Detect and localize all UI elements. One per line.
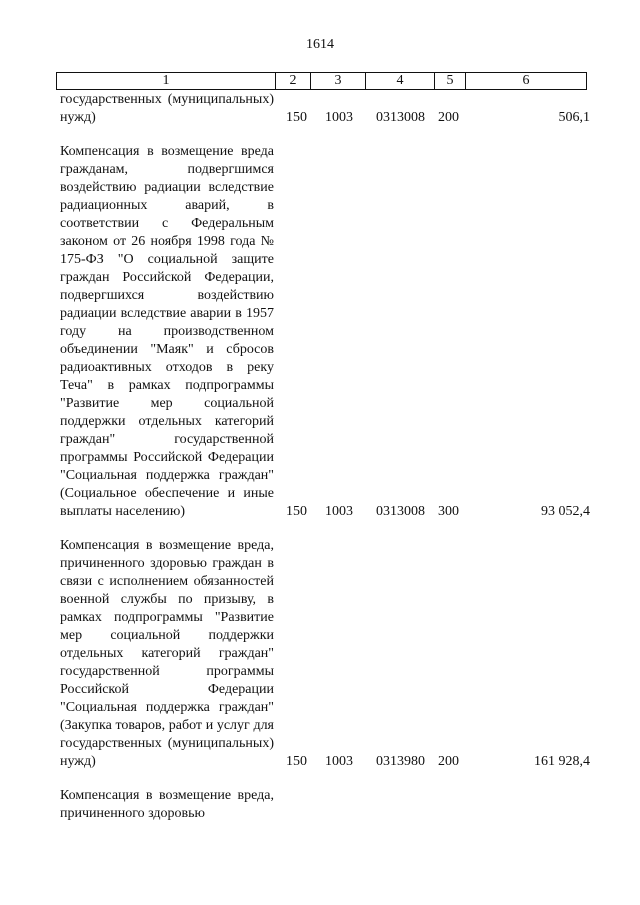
row-amount: 161 928,4 [534, 754, 590, 769]
table-row [60, 537, 590, 771]
table-row [60, 91, 590, 127]
row-code-2: 150 [286, 504, 307, 519]
column-header-4: 4 [366, 73, 435, 90]
row-description: Компенсация в возмещение вреда, причиненного здоровью граждан в связи с исполнением обязанностей военной службы по призыву, в рамках подпрограммы "Развитие мер социальной поддержки отдельных категорий граждан" государственной программы Российской Федерации "Социальная поддержка граждан" (Закупка товаров, работ и услуг для государственных (муниципальных) нужд) [60, 538, 274, 769]
row-code-5: 300 [438, 504, 459, 519]
column-header-5: 5 [435, 73, 466, 90]
row-code-4: 0313980 [376, 754, 425, 769]
row-code-4: 0313008 [376, 504, 425, 519]
row-code-4: 0313008 [376, 110, 425, 125]
table-body [60, 91, 590, 823]
column-header-2: 2 [276, 73, 311, 90]
row-code-3: 1003 [325, 504, 353, 519]
table-row [60, 787, 590, 823]
row-code-5: 200 [438, 754, 459, 769]
column-header-1: 1 [57, 73, 276, 90]
page-number: 1614 [306, 37, 334, 52]
column-header-table [56, 72, 587, 90]
column-header-3: 3 [311, 73, 366, 90]
row-code-5: 200 [438, 110, 459, 125]
row-code-3: 1003 [325, 754, 353, 769]
row-code-3: 1003 [325, 110, 353, 125]
row-description: государственных (муниципальных) нужд) [60, 92, 274, 125]
row-code-2: 150 [286, 110, 307, 125]
column-header-6: 6 [466, 73, 587, 90]
row-amount: 506,1 [558, 110, 590, 125]
row-amount: 93 052,4 [541, 504, 590, 519]
row-description: Компенсация в возмещение вреда, причиненного здоровью [60, 788, 274, 821]
column-header-row [57, 73, 587, 90]
table-row [60, 143, 590, 521]
row-description: Компенсация в возмещение вреда гражданам, подвергшимся воздействию радиации вследствие радиационных аварий, в соответствии с Федеральным законом от 26 ноября 1998 года № 175-ФЗ "О социальной защите граждан Российской Федерации, подвергшихся воздействию радиации вследствие аварии в 1957 году на производственном объединении "Маяк" и сбросов радиоактивных отходов в реку Теча" в рамках подпрограммы "Развитие мер социальной поддержки отдельных категорий граждан" государственной программы Российской Федерации "Социальная поддержка граждан" (Социальное обеспечение и иные выплаты населению) [60, 144, 274, 519]
row-code-2: 150 [286, 754, 307, 769]
